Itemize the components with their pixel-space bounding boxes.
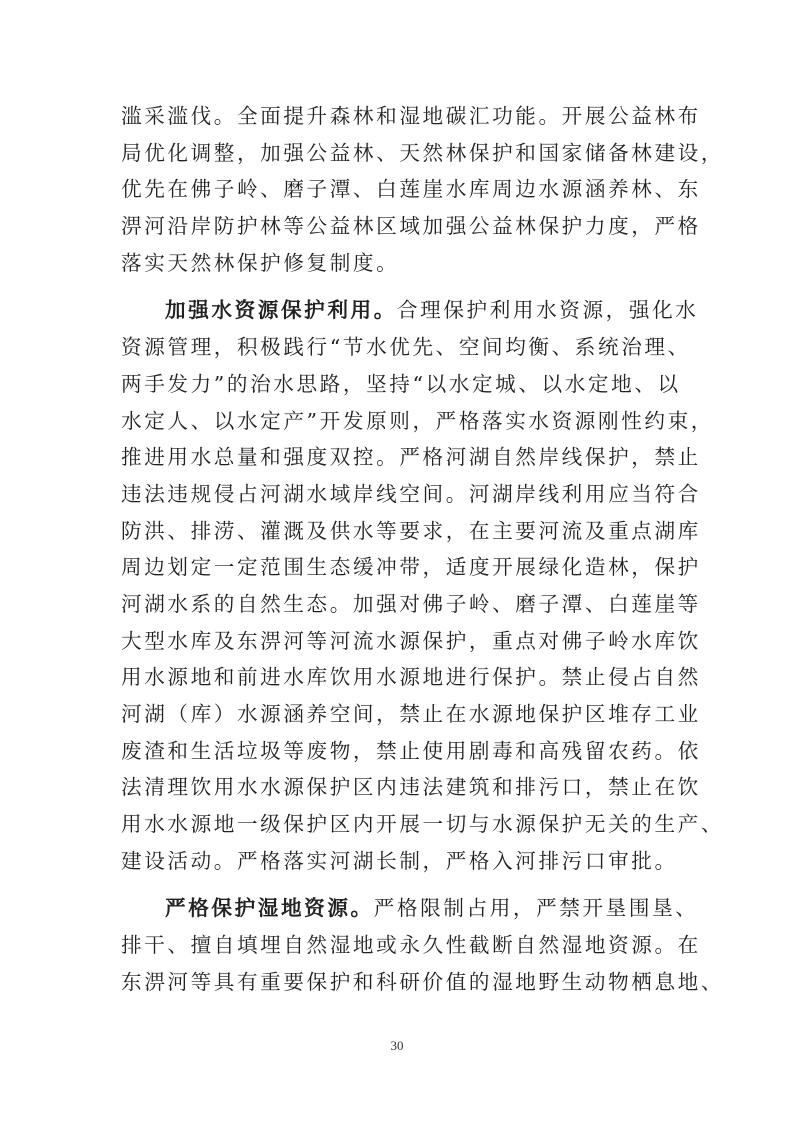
text-line: 淠河沿岸防护林等公益林区域加强公益林保护力度，严格 (121, 214, 701, 239)
first-line-text: 合理保护利用水资源，强化水 (396, 298, 699, 323)
text-line: 建设活动。严格落实河湖长制，严格入河排污口审批。 (121, 848, 678, 873)
text-line: 水定人、以水定产”开发原则，严格落实水资源刚性约束， (121, 408, 714, 433)
text-line: 河湖（库）水源涵养空间，禁止在水源地保护区堆存工业 (121, 702, 701, 726)
first-line-text: 严格限制占用，严禁开垦围垦、 (373, 896, 699, 921)
paragraph-wetland (121, 890, 725, 1000)
paragraph-lead-heading: 严格保护湿地资源。 (165, 896, 374, 921)
text-line: 局优化调整，加强公益林、天然林保护和国家储备林建设， (121, 140, 725, 165)
text-line: 废渣和生活垃圾等废物，禁止使用剧毒和高残留农药。依 (121, 738, 701, 763)
text-line: 大型水库及东淠河等河流水源保护，重点对佛子岭水库饮 (121, 628, 701, 653)
text-line: 排干、擅自填埋自然湿地或永久性截断自然湿地资源。在 (121, 933, 701, 958)
text-line: 违法违规侵占河湖水域岸线空间。河湖岸线利用应当符合 (121, 481, 701, 506)
text-line: 用水水源地一级保护区内开展一切与水源保护无关的生产、 (121, 812, 725, 837)
text-line: 防洪、排涝、灌溉及供水等要求，在主要河流及重点湖库 (121, 518, 701, 543)
page-number: 30 (390, 1038, 404, 1053)
text-line: 推进用水总量和强度双控。严格河湖自然岸线保护，禁止 (121, 445, 701, 470)
text-line: 法清理饮用水水源保护区内违法建筑和排污口，禁止在饮 (121, 775, 701, 800)
paragraph-forest (121, 98, 725, 281)
text-line: 东淠河等具有重要保护和科研价值的湿地野生动物栖息地、 (121, 969, 725, 994)
paragraph-lead-heading: 加强水资源保护利用。 (165, 298, 397, 323)
paragraph-first-line (121, 890, 699, 927)
text-line: 落实天然林保护修复制度。 (121, 250, 400, 275)
paragraph-water-resources (121, 292, 725, 879)
paragraph-first-line (121, 292, 699, 329)
text-line: 周边划定一定范围生态缓冲带，适度开展绿化造林，保护 (121, 555, 701, 580)
text-line: 滥采滥伐。全面提升森林和湿地碳汇功能。开展公益林布 (121, 104, 701, 128)
text-line: 河湖水系的自然生态。加强对佛子岭、磨子潭、白莲崖等 (121, 591, 701, 616)
text-line: 优先在佛子岭、磨子潭、白莲崖水库周边水源涵养林、东 (121, 177, 701, 202)
text-line: 两手发力”的治水思路，坚持“以水定城、以水定地、以 (121, 371, 681, 396)
text-line: 资源管理，积极践行“节水优先、空间均衡、系统治理、 (121, 335, 691, 360)
text-line: 用水源地和前进水库饮用水源地进行保护。禁止侵占自然 (121, 665, 701, 690)
body-text (121, 98, 725, 1001)
